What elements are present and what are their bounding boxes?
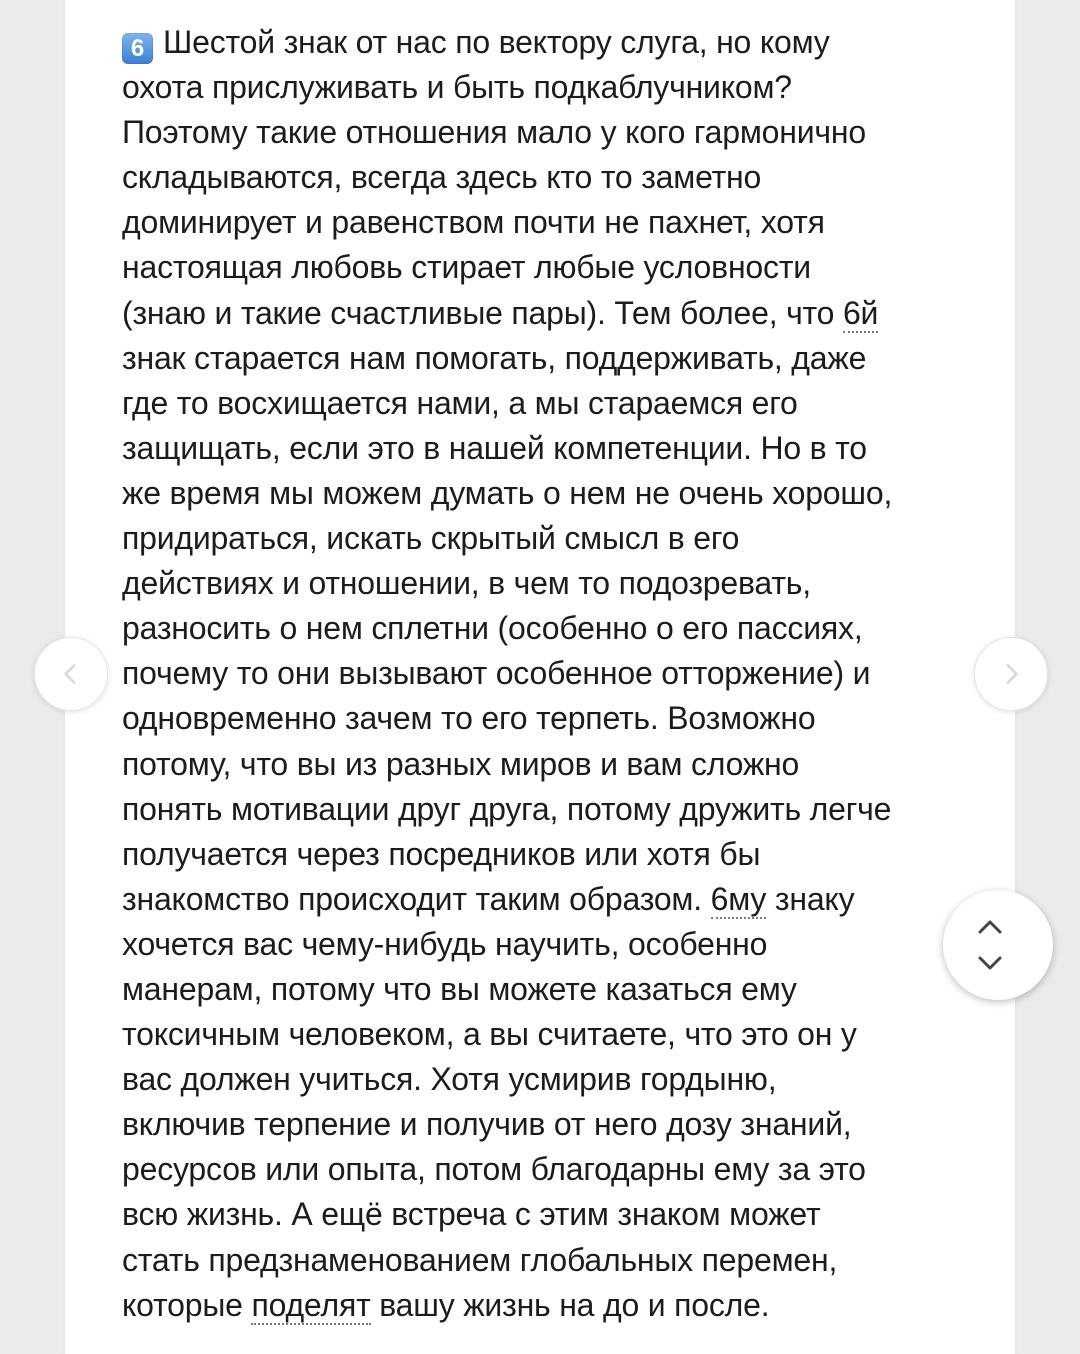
text-line: где то восхищается нами, а мы стараемся его — [122, 384, 798, 421]
text-line: вас должен учиться. Хотя усмирив гордыню, — [122, 1061, 777, 1098]
text-line: доминирует и равенством почти не пахнет, хотя — [122, 204, 825, 241]
text-line: охота прислуживать и быть подкаблучником? — [122, 69, 792, 106]
text-line — [122, 291, 982, 336]
text-line: разносить о нем сплетни (особенно о его пассиях, — [122, 610, 863, 647]
text-line: придираться, искать скрытый смысл в его — [122, 520, 740, 557]
line-text: знакомство происходит таким образом. — [122, 880, 711, 917]
text-line — [122, 877, 982, 922]
line-text: знаку — [766, 880, 855, 917]
text-line: одновременно зачем то его терпеть. Возможно — [122, 700, 816, 737]
chevron-up-icon — [976, 918, 1004, 936]
text-line: стать предзнаменованием глобальных перемен, — [122, 1241, 838, 1278]
previous-slide-button[interactable] — [34, 637, 108, 711]
chevron-right-icon — [998, 661, 1024, 687]
text-line: понять мотивации друг друга, потому дружить легче — [122, 790, 892, 827]
next-slide-button[interactable] — [974, 637, 1048, 711]
text-line: настоящая любовь стирает любые условности — [122, 249, 811, 286]
text-line: манерам, потому что вы можете казаться ему — [122, 970, 797, 1007]
scroll-control — [943, 890, 1053, 1000]
text-line: Поэтому такие отношения мало у кого гармонично — [122, 114, 866, 151]
text-line: же время мы можем думать о нем не очень хорошо, — [122, 474, 893, 511]
text-line: получается через посредников или хотя бы — [122, 835, 761, 872]
scroll-up-button[interactable] — [975, 916, 1005, 938]
text-line: токсичным человеком, а вы считаете, что это он у — [122, 1016, 857, 1053]
text-line: почему то они вызывают особенное отторжение) и — [122, 655, 871, 692]
dotted-term[interactable]: 6му — [710, 880, 767, 917]
chevron-down-icon — [976, 954, 1004, 972]
text-line: включив терпение и получив от него дозу знаний, — [122, 1106, 852, 1143]
dotted-term[interactable]: поделят — [251, 1286, 371, 1323]
text-line: ресурсов или опыта, потом благодарны ему за это — [122, 1151, 866, 1188]
line-text: вашу жизнь на до и после. — [370, 1286, 770, 1323]
scroll-down-button[interactable] — [975, 952, 1005, 974]
article-body — [122, 20, 982, 1328]
text-line — [122, 20, 982, 65]
line-text: Шестой знак от нас по вектору слуга, но кому — [163, 24, 830, 60]
text-line: потому, что вы из разных миров и вам сложно — [122, 745, 800, 782]
text-line: защищать, если это в нашей компетенции. Но в то — [122, 429, 867, 466]
text-line: хочется вас чему-нибудь научить, особенно — [122, 925, 768, 962]
text-line: знак старается нам помогать, поддерживать, даже — [122, 339, 867, 376]
line-text: (знаю и такие счастливые пары). Тем более, что — [122, 294, 843, 331]
chevron-left-icon — [58, 661, 84, 687]
text-line — [122, 1283, 982, 1328]
text-line: всю жизнь. А ещё встреча с этим знаком может — [122, 1196, 821, 1233]
text-line: складываются, всегда здесь кто то заметно — [122, 159, 762, 196]
line-text: которые — [122, 1286, 252, 1323]
dotted-term[interactable]: 6й — [842, 294, 879, 331]
text-line: действиях и отношении, в чем то подозревать, — [122, 565, 811, 602]
keycap-six-icon: 6 — [122, 33, 153, 64]
